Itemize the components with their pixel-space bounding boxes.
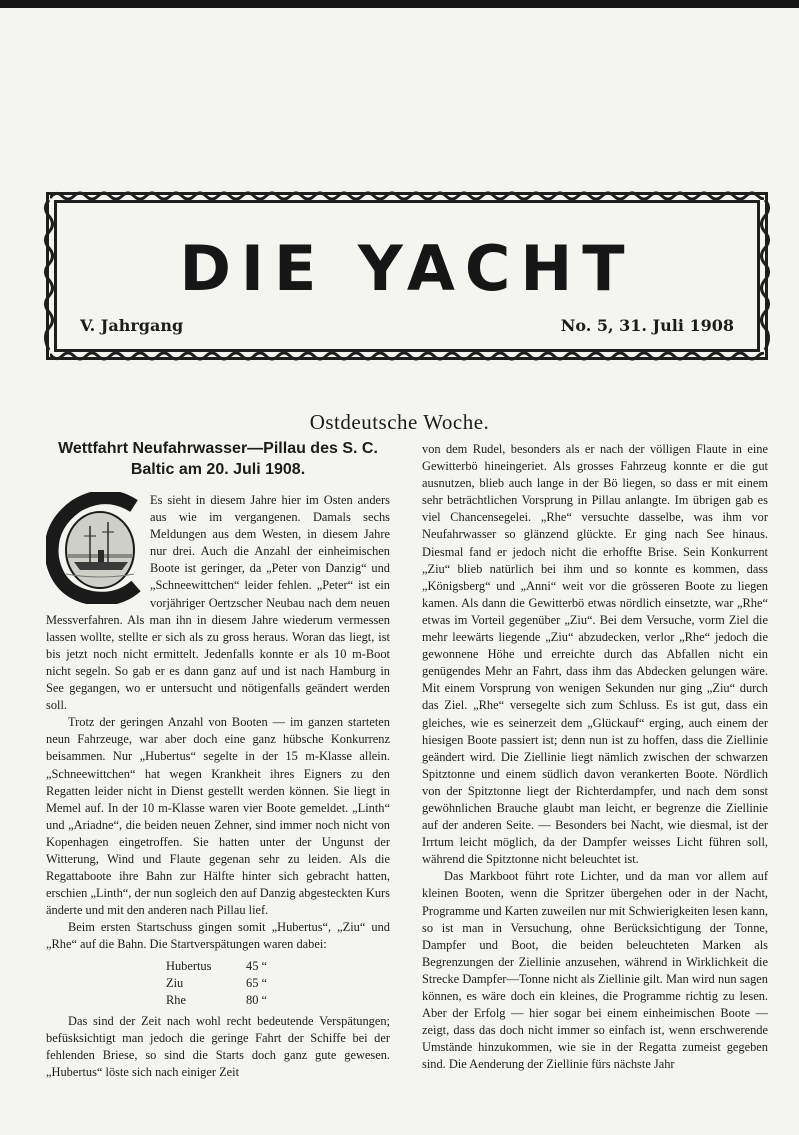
delay-value: 45 “ <box>246 958 267 973</box>
table-row <box>166 992 286 1009</box>
paragraph: Trotz der geringen Anzahl von Booten — im ganzen starteten neun Fahrzeuge, war aber doch eine ganz hübsche Konkurrenz beisammen. Nur „Hubertus“ segelte in der 15 m-Klasse allein. „Schneewittchen“ hat wegen Krankheit ihres Eigners zu den Regatten leider nicht in Dienst gestellt werden können. Sie liegt in Memel auf. In der 10 m-Klasse waren vier Boote gemeldet. „Linth“ und „Ariadne“, die beiden neuen Zehner, sind immer noch nicht von Kopenhagen eingetroffen. Sie hatten unter der Ungunst der Witterung, Wind und Flaute gegenan sehr zu leiden. Als die Regattaboote ihre Bahn zur Hälfte hinter sich gebracht hatten, erschien „Linth“, der nun sogleich den auf Danzig abgesteckten Kurs änderte und mit den anderen nach Pillau lief. <box>46 715 390 918</box>
section-title: Ostdeutsche Woche. <box>309 410 490 434</box>
wave-border-top <box>50 190 764 200</box>
volume-label: V. Jahrgang <box>80 316 184 335</box>
wave-border-bottom <box>50 352 764 362</box>
delay-value: 80 “ <box>246 992 267 1007</box>
paragraph: Beim ersten Startschuss gingen somit „Hubertus“, „Ziu“ und „Rhe“ auf die Bahn. Die Startverspätungen waren dabei: <box>46 920 390 952</box>
boat-name: Hubertus <box>166 958 212 973</box>
boat-name: Rhe <box>166 992 186 1007</box>
start-delay-table <box>166 958 286 1009</box>
paragraph: Das sind der Zeit nach wohl recht bedeutende Verspätungen; befüsksichtigt man jedoch die geringe Fahrt der Schiffe bei der fehlenden Briese, so sind die Starts doch ganz gute gewesen. „Hubertus“ löste sich nach einiger Zeit <box>46 1013 390 1080</box>
table-row <box>166 975 286 992</box>
scan-top-edge <box>0 0 799 8</box>
column-left <box>46 438 390 1081</box>
paragraph: von dem Rudel, besonders als er nach der völligen Flaute in eine Gewitterbö hineingeriet. Als grosses Fahrzeug konnte er die gut ausnutzen, blieb auch lange in der Bö liegen, so dass er mit einem sehr beträchtlichen Vorsprung in Pillau anlangte. Im übrigen gab es viel Chancensegelei. „Rhe“ versuchte dasselbe, was ihm vor Neufahrwasser so glänzend glückte. Er ging nach See hinaus. Diesmal fand er jedoch nicht die erhoffte Brise. Sein Konkurrent „Ziu“ blieb natürlich bei ihm und so konnte es kommen, dass „Königsberg“ und „Anni“ weit vor die grösseren Boote zu liegen kamen. Als dann die Gewitterbö etwas nördlich einsetzte, war „Rhe“ etwas im Vorteil gegenüber „Ziu“. Bei dem Versuche, vorm Ziel die mehr leewärts liegende „Ziu“ abzudecken, verlor „Rhe“ jedoch die gewonnene Höhe und erreichte durch das Abfallen nicht ein genügendes Mehr an Fahrt, dass ihm das Abdecken gelungen wäre. Mit einem Vorsprung von wenigen Sekunden nur ging „Ziu“ durch das Ziel. „Rhe“ versegelte sich zum Schluss. Es ist gut, dass ein gleiches, wie es seinerzeit dem „Glückauf“ erging, auch einem der hiesigen Boote passiert ist; denn nun ist zu hoffen, dass die Ziellinie geändert wird. Die Ziellinie liegt nämlich zwischen der schwarzen Spitztonne und einem südlich davon verankerten Boote. Nördlich von der Spitztonne liegt der Richterdampfer, und nach dem sonst gewöhnlichen Brauche glaubt man leicht, er begrenze die Ziellinie auf der anderen Seite. — Besonders bei Nacht, wie diesmal, ist der Irrtum leicht möglich, da der Dampfer weisses Licht führen soll, während die Spitztonne nicht beleuchtet ist. <box>422 442 768 867</box>
boat-name: Ziu <box>166 975 184 990</box>
paragraph: Es sieht in diesem Jahre hier im Osten anders aus wie im vergangenen. Damals sechs Meldungen aus dem Westen, in diesem Jahre nur drei. Auch die Anzahl der einheimischen Boote ist geringer, da „Peter von Danzig“ und „Schneewittchen“ leider fehlen. „Peter“ ist ein vorjähriger Oertzscher Neubau nach dem neuen Messverfahren. Als man ihn in diesem Jahre wiederum vermessen lassen wollte, stellte er sich als zu gross heraus. Woran das liegt, ist bis jetzt noch nicht ermittelt. Jedenfalls konnte er als 10 m-Boot nicht segeln. So gab er es dann ganz auf und ist nach Hamburg in See gegangen, wo er untersucht und nötigenfalls geändert werden soll. <box>46 493 390 713</box>
table-row <box>166 958 286 975</box>
magazine-title: DIE YACHT <box>179 232 635 305</box>
article-title: Wettfahrt Neufahrwasser—Pillau des S. C. Baltic am 20. Juli 1908. <box>58 440 378 478</box>
issue-label: No. 5, 31. Juli 1908 <box>560 316 734 335</box>
delay-value: 65 “ <box>246 975 267 990</box>
paragraph: Das Markboot führt rote Lichter, und da man vor allem auf kleinen Booten, wenn die Spritzer übergehen oder in der Nacht, Programme und Karten zuweilen nur mit Schwierigkeiten lesen kann, so ist man in Versuchung, ohne Berücksichtigung der Tonne, Dampfer und Boot, die beiden beleuchteten Marken als Begrenzungen der Ziellinie anzusehen, während in Wirklichkeit die Strecke Dampfer—Tonne nicht als Ziellinie gilt. Man wird nun sagen können, es wäre doch ein kleines, die Programme richtig zu lesen. Aber der Erfolg — hier sogar bei einem einheimischen Boote — zeigt, dass das doch nicht immer so einfach ist, wenn erschwerende Umstände hinzukommen, wie sie in der Regatta zumeist gegeben sind. Die Aenderung der Ziellinie fürs nächste Jahr <box>422 869 768 1072</box>
decorated-initial-ship-image <box>46 492 144 604</box>
masthead <box>46 192 768 360</box>
column-right <box>422 441 768 1073</box>
